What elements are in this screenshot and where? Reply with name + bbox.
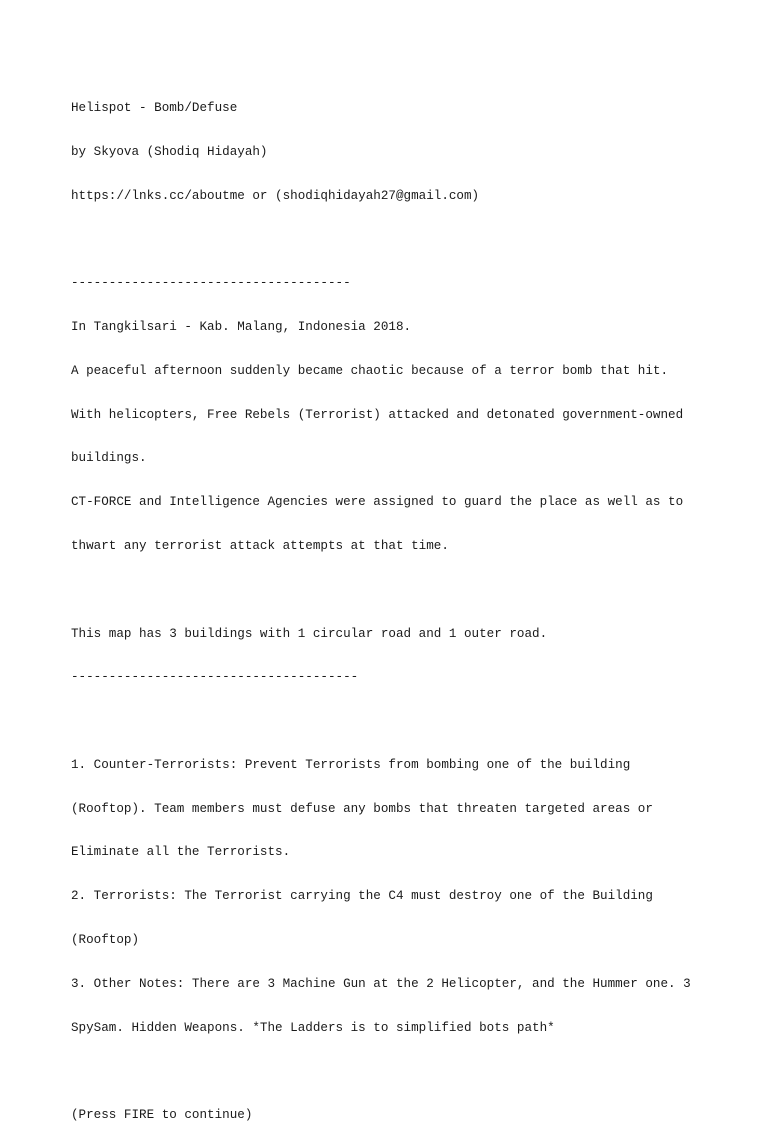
briefing-document: [71, 72, 731, 1137]
map-title: Helispot - Bomb/Defuse: [71, 101, 238, 116]
map-info-line: This map has 3 buildings with 1 circular road and 1 outer road.: [71, 626, 548, 641]
objective-line-6: 3. Other Notes: There are 3 Machine Gun at the 2 Helicopter, and the Hummer one. 3: [71, 976, 691, 991]
objective-line-1: 1. Counter-Terrorists: Prevent Terrorists from bombing one of the building: [71, 757, 631, 772]
objective-line-4: 2. Terrorists: The Terrorist carrying the C4 must destroy one of the Building: [71, 889, 653, 904]
spacer: [71, 714, 731, 729]
objective-line-2: (Rooftop). Team members must defuse any bombs that threaten targeted areas or: [71, 801, 653, 816]
author-line: by Skyova (Shodiq Hidayah): [71, 144, 268, 159]
story-line-4: buildings.: [71, 451, 147, 466]
story-line-6: thwart any terrorist attack attempts at that time.: [71, 539, 449, 553]
contact-line: https://lnks.cc/aboutme or (shodiqhidayah27@gmail.com): [71, 188, 480, 203]
objective-line-7: SpySam. Hidden Weapons. *The Ladders is to simplified bots path*: [71, 1020, 555, 1035]
divider-bottom: --------------------------------------: [71, 670, 359, 685]
objective-line-5: (Rooftop): [71, 933, 140, 948]
story-line-5: CT-FORCE and Intelligence Agencies were assigned to guard the place as well as to: [71, 495, 684, 510]
spacer: [71, 1064, 731, 1079]
objective-line-3: Eliminate all the Terrorists.: [71, 845, 291, 860]
story-line-1: In Tangkilsari - Kab. Malang, Indonesia 2018.: [71, 320, 412, 335]
continue-prompt: (Press FIRE to continue): [71, 1108, 253, 1123]
story-line-3: With helicopters, Free Rebels (Terrorist) attacked and detonated government-owned: [71, 407, 684, 422]
divider-top: -------------------------------------: [71, 276, 351, 291]
spacer: [71, 233, 731, 248]
story-line-2: A peaceful afternoon suddenly became chaotic because of a terror bomb that hit.: [71, 363, 669, 378]
spacer: [71, 583, 731, 598]
